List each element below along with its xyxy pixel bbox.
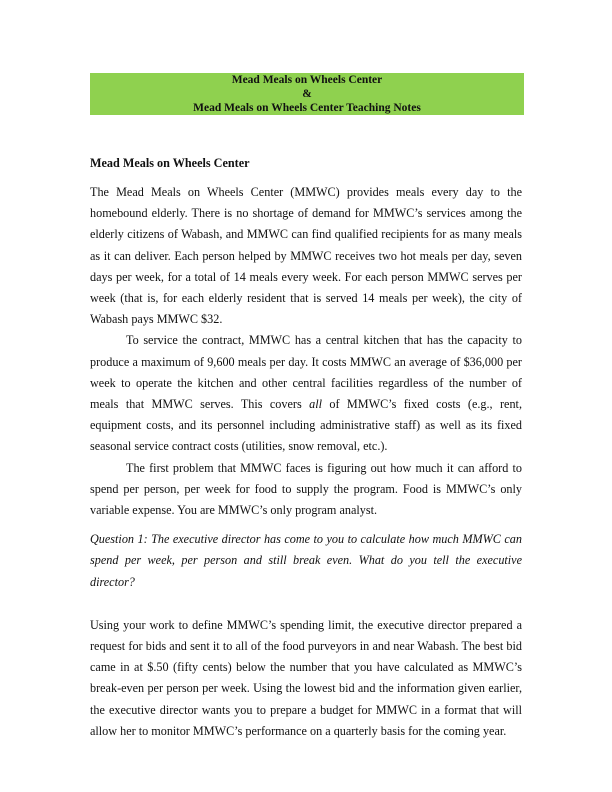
- paragraph-contract-text-b: of MMWC’s fixed costs (e.g., rent, equipment costs, and its personnel including administrative staff) as well as its fixed seasonal service contract costs (utilities, snow removal, etc.).: [90, 397, 522, 454]
- paragraph-contract: [90, 330, 522, 457]
- document-title-banner: [90, 73, 524, 115]
- paragraph-budget: Using your work to define MMWC’s spending limit, the executive director prepared a request for bids and sent it to all of the food purveyors in and near Wabash. The best bid came in at $.50 (fifty cents) below the number that you have calculated as MMWC’s break-even per person per week. Using the lowest bid and the information given earlier, the executive director wants you to prepare a budget for MMWC in a format that will allow her to monitor MMWC’s performance on a quarterly basis for the coming year.: [90, 617, 522, 738]
- spacer: [90, 593, 522, 615]
- question-1: Question 1: The executive director has come to you to calculate how much MMWC can spend per week, per person and still break even. What do you tell the executive director?: [90, 532, 522, 589]
- document-body: [90, 155, 522, 742]
- paragraph-contract-text-a: To service the contract, MMWC has a central kitchen that has the capacity to produce a maximum of 9,600 meals per day. It costs MMWC an average of $36,000 per week to operate the kitchen and other central facilities regardless of the number of meals that MMWC serves. This covers: [90, 333, 522, 412]
- title-line-1: Mead Meals on Wheels Center: [231, 74, 383, 86]
- paragraph-contract-emphasis: all: [309, 397, 322, 412]
- title-line-3: Mead Meals on Wheels Center Teaching Notes: [193, 102, 421, 114]
- section-heading: Mead Meals on Wheels Center: [90, 156, 250, 170]
- paragraph-intro: The Mead Meals on Wheels Center (MMWC) provides meals every day to the homebound elderly. There is no shortage of demand for MMWC’s services among the elderly citizens of Wabash, and MMWC can find qualified recipients for as many meals as it can deliver. Each person helped by MMWC receives two hot meals per day, seven days per week, for a total of 14 meals every week. For each person MMWC serves per week (that is, for each elderly resident that is served 14 meals per week), the city of Wabash pays MMWC $32.: [90, 185, 522, 327]
- paragraph-problem: The first problem that MMWC faces is figuring out how much it can afford to spend per person, per week for food to supply the program. Food is MMWC’s only variable expense. You are MMWC’s only program analyst.: [90, 460, 522, 518]
- title-line-2: &: [302, 88, 312, 100]
